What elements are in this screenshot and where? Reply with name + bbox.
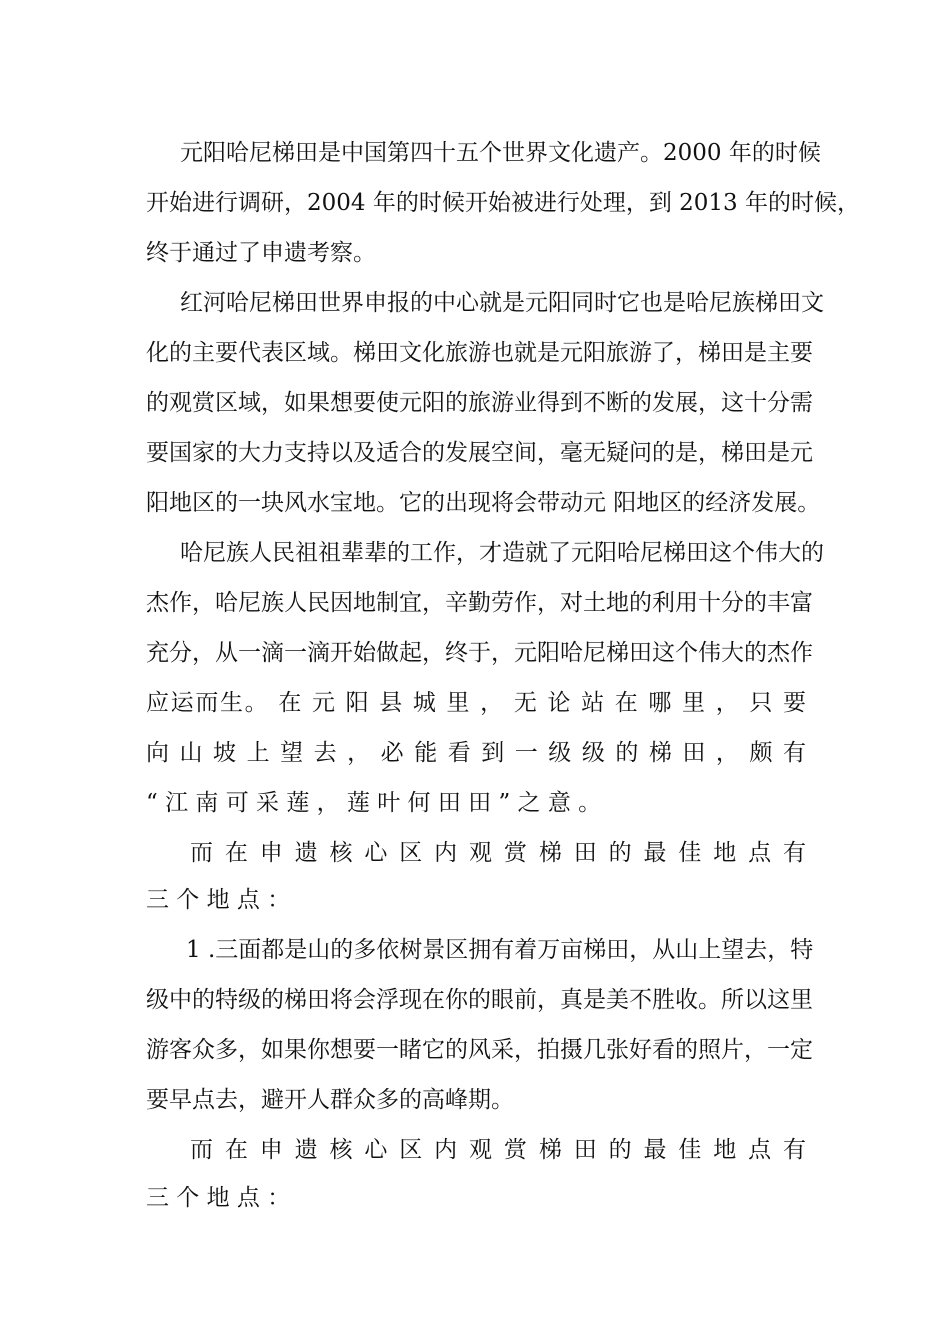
paragraph-3-line-5: 向 山 坡 上 望 去 ， 必 能 看 到 一 级 级 的 梯 田 ， 颇 有 (146, 740, 806, 766)
paragraph-2-line-5: 阳地区的一块风水宝地。它的出现将会带动元 阳地区的经济发展。 (146, 490, 821, 516)
list-item-1-line-1: 1 .三面都是山的多依树景区拥有着万亩梯田，从山上望去，特 (186, 937, 814, 963)
paragraph-3-line-1: 哈尼族人民祖祖辈辈的工作，才造就了元阳哈尼梯田这个伟大的 (180, 540, 824, 566)
list-item-1-line-3: 游客众多，如果你想要一睹它的风采，拍摄几张好看的照片，一定 (146, 1037, 813, 1063)
paragraph-4-line-1: 而 在 申 遗 核 心 区 内 观 赏 梯 田 的 最 佳 地 点 有 (190, 840, 806, 866)
paragraph-3-line-6: “ 江 南 可 采 莲 ， 莲 叶 何 田 田 ” 之 意 。 (146, 790, 602, 816)
paragraph-3-line-2: 杰作，哈尼族人民因地制宜，辛勤劳作，对土地的利用十分的丰富 (146, 590, 813, 616)
paragraph-3-line-3: 充分，从一滴一滴开始做起，终于，元阳哈尼梯田这个伟大的杰作 (146, 640, 813, 666)
paragraph-1-line-1: 元阳哈尼梯田是中国第四十五个世界文化遗产。2000 年的时候 (180, 140, 821, 166)
paragraph-4-line-2: 三 个 地 点 ： (146, 887, 291, 913)
paragraph-5-line-1: 而 在 申 遗 核 心 区 内 观 赏 梯 田 的 最 佳 地 点 有 (190, 1137, 806, 1163)
paragraph-2-line-2: 化的主要代表区域。梯田文化旅游也就是元阳旅游了，梯田是主要 (146, 340, 813, 366)
list-item-1-line-4: 要早点去，避开人群众多的高峰期。 (146, 1087, 514, 1113)
paragraph-1-line-2: 开始进行调研，2004 年的时候开始被进行处理，到 2013 年的时候， (146, 190, 860, 216)
paragraph-2-line-1: 红河哈尼梯田世界申报的中心就是元阳同时它也是哈尼族梯田文 (180, 290, 824, 316)
paragraph-2-line-3: 的观赏区域，如果想要使元阳的旅游业得到不断的发展，这十分需 (146, 390, 813, 416)
list-item-1-line-2: 级中的特级的梯田将会浮现在你的眼前，真是美不胜收。所以这里 (146, 987, 813, 1013)
paragraph-1-line-3: 终于通过了申遗考察。 (146, 240, 376, 266)
paragraph-2-line-4: 要国家的大力支持以及适合的发展空间，毫无疑问的是，梯田是元 (146, 440, 813, 466)
paragraph-3-line-4: 应运而生。 在 元 阳 县 城 里 ， 无 论 站 在 哪 里 ， 只 要 (146, 690, 806, 716)
paragraph-5-line-2: 三 个 地 点 ： (146, 1185, 291, 1211)
